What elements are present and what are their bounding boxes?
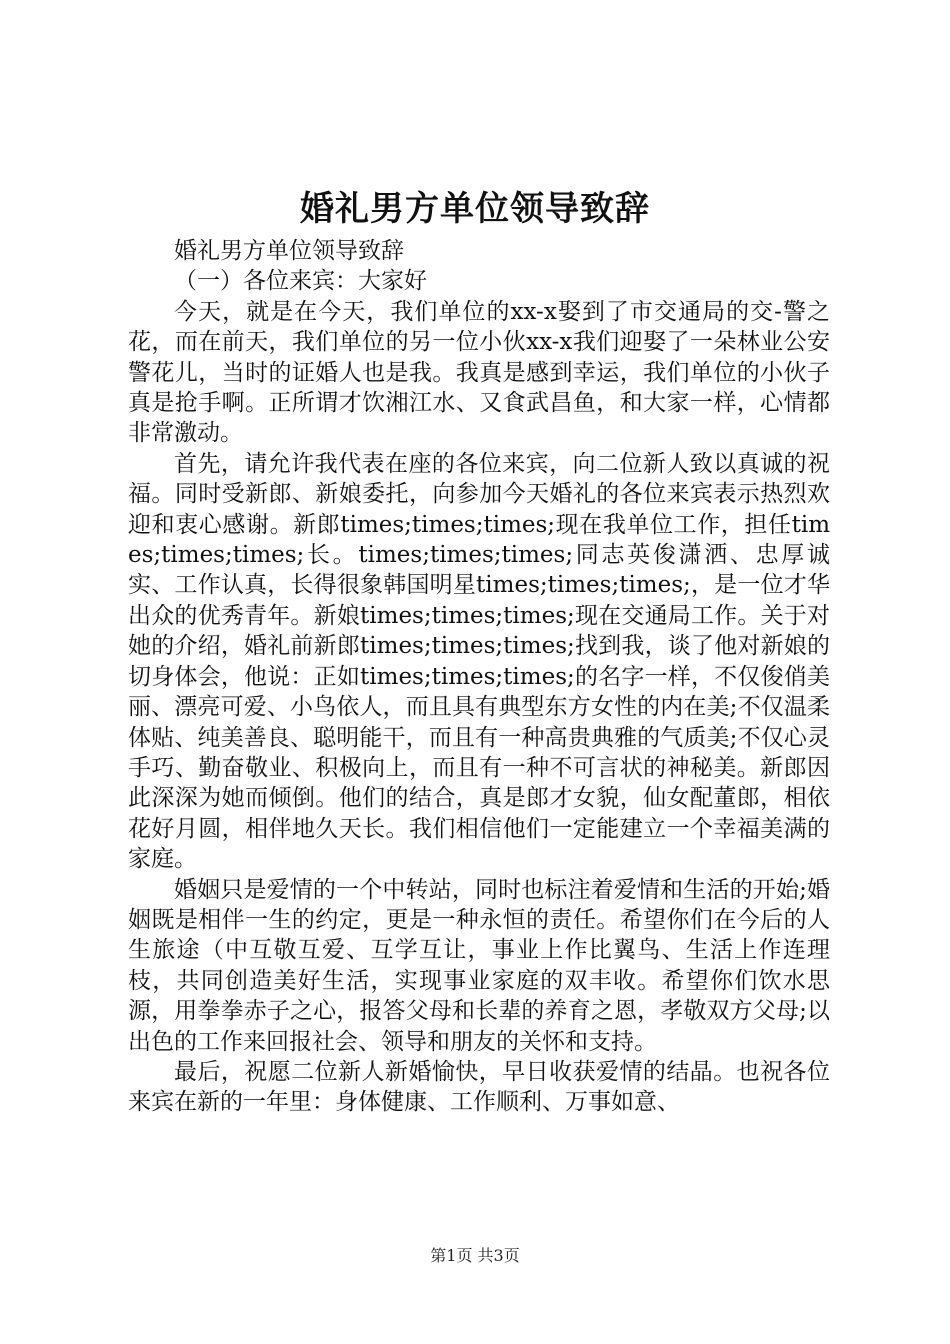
greeting-line: （一）各位来宾：大家好 — [174, 268, 427, 295]
subtitle-line: 婚礼男方单位领导致辞 — [174, 238, 404, 264]
document-title: 婚礼男方单位领导致辞 — [300, 189, 650, 229]
page-number-footer: 第1页 共3页 — [430, 1246, 520, 1265]
paragraph-closing: 最后，祝愿二位新人新婚愉快，早日收获爱情的结晶。也祝各位来宾在新的一年里：身体健康、工作顺利、万事如意、 — [128, 1058, 830, 1116]
paragraph-marriage: 婚姻只是爱情的一个中转站，同时也标注着爱情和生活的开始;婚姻既是相伴一生的约定，更是一种永恒的责任。希望你们在今后的人生旅途（中互敬互爱、互学互让，事业上作比翼鸟、生活上作连理枝，共同创造美好生活，实现事业家庭的双丰收。希望你们饮水思源，用拳拳赤子之心，报答父母和长辈的养育之恩，孝敬双方父母;以出色的工作来回报社会、领导和朋友的关怀和支持。 — [128, 876, 830, 1055]
paragraph-opening: 今天，就是在今天，我们单位的xx-x娶到了市交通局的交-警之花，而在前天，我们单位的另一位小伙xx-x我们迎娶了一朵林业公安警花儿，当时的证婚人也是我。我真是感到幸运，我们单位的小伙子真是抢手啊。正所谓才饮湘江水、又食武昌鱼，和大家一样，心情都非常激动。 — [128, 298, 830, 447]
paragraph-blessing: 首先，请允许我代表在座的各位来宾，向二位新人致以真诚的祝福。同时受新郎、新娘委托，向参加今天婚礼的各位来宾表示热烈欢迎和衷心感谢。新郎times;times;times;现在我单位工作，担任times;times;times;长。times;times;times;同志英俊潇洒、忠厚诚实、工作认真，长得很象韩国明星times;times;times;，是一位才华出众的优秀青年。新娘times;times;times;现在交通局工作。关于对她的介绍，婚礼前新郎times;times;times;找到我，谈了他对新娘的切身体会，他说：正如times;times;times;的名字一样，不仅俊俏美丽、漂亮可爱、小鸟依人，而且具有典型东方女性的内在美;不仅温柔体贴、纯美善良、聪明能干，而且有一种高贵典雅的气质美;不仅心灵手巧、勤奋敬业、积极向上，而且有一种不可言状的神秘美。新郎因此深深为她而倾倒。他们的结合，真是郎才女貌，仙女配董郎，相依花好月圆，相伴地久天长。我们相信他们一定能建立一个幸福美满的家庭。 — [128, 450, 830, 873]
document-body — [128, 236, 830, 1118]
